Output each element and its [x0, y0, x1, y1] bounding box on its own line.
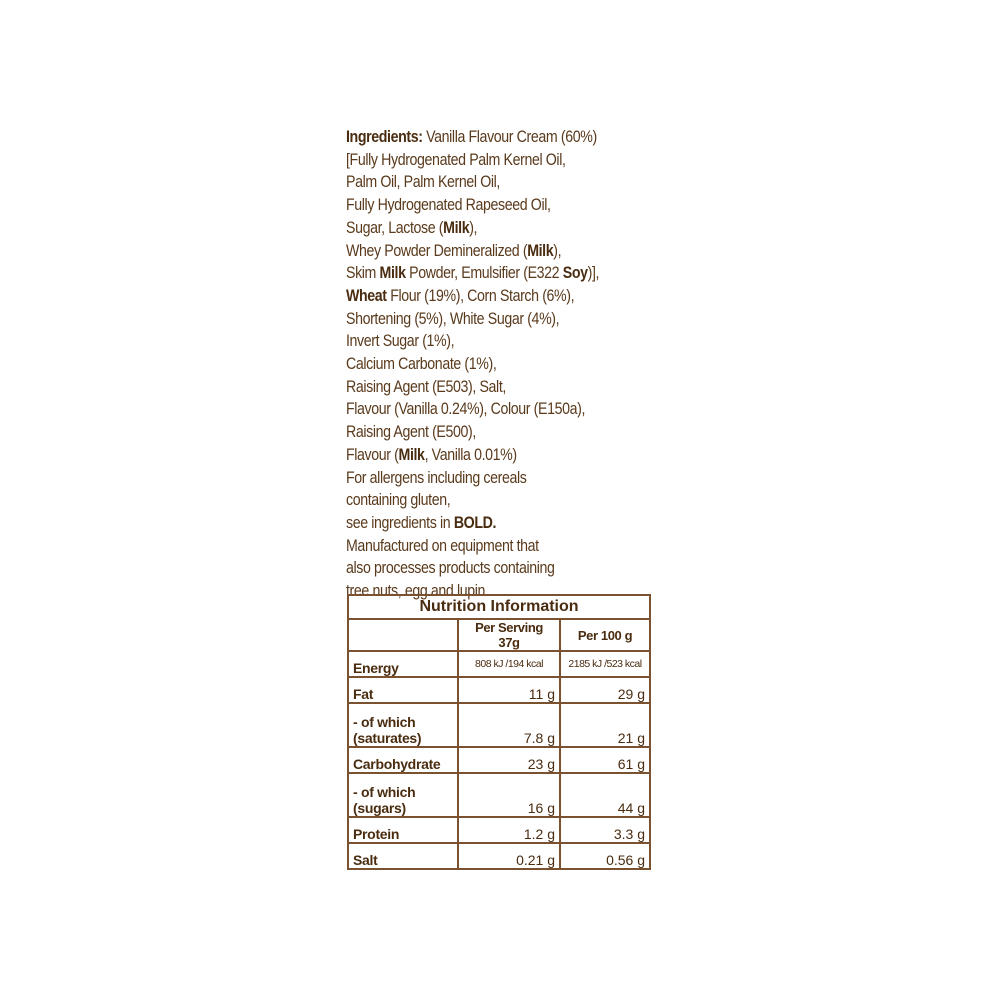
table-row [348, 843, 650, 869]
table-row [348, 773, 650, 817]
row-label: Carbohydrate [348, 747, 458, 773]
ingredients-line [346, 126, 630, 149]
header-per-100g: Per 100 g [560, 619, 650, 651]
allergen-milk: Milk [527, 241, 554, 260]
ingredients-line: Invert Sugar (1%), [346, 332, 455, 351]
row-label: Protein [348, 817, 458, 843]
row-label: Fat [348, 677, 458, 703]
table-row [348, 817, 650, 843]
ingredients-text: Vanilla Flavour Cream (60%) [422, 128, 597, 146]
ingredients-line: [Fully Hydrogenated Palm Kernel Oil, [346, 150, 566, 169]
row-label [348, 703, 458, 747]
ingredients-line: Raising Agent (E500), [346, 423, 476, 442]
row-label: Energy [348, 651, 458, 677]
row-label: Salt [348, 843, 458, 869]
nutrition-table [347, 594, 651, 870]
value-per-serving: 16 g [458, 773, 560, 817]
row-label-line: (saturates) [353, 730, 422, 746]
header-blank [348, 619, 458, 651]
ingredients-line: Flavour (Vanilla 0.24%), Colour (E150a), [346, 400, 586, 419]
value-per-serving: 7.8 g [458, 703, 560, 747]
value-per-serving: 1.2 g [458, 817, 560, 843]
manufacture-note-line: also processes products containing [346, 559, 555, 578]
table-row [348, 703, 650, 747]
allergen-wheat: Wheat [346, 286, 387, 305]
value-per-serving: 23 g [458, 747, 560, 773]
ingredients-text: Whey Powder Demineralized ( [346, 241, 528, 260]
allergen-note-line: For allergens including cereals [346, 468, 527, 487]
row-label-line: (sugars) [353, 800, 406, 816]
ingredients-text: ), [469, 218, 478, 237]
ingredients-label: Ingredients: [346, 128, 423, 146]
value-per-100g: 2185 kJ /523 kcal [560, 651, 650, 677]
value-per-100g: 21 g [560, 703, 650, 747]
ingredients-line: Fully Hydrogenated Rapeseed Oil, [346, 196, 551, 215]
header-per-serving: Per Serving 37g [458, 619, 560, 651]
ingredients-line [346, 240, 630, 263]
ingredients-line [346, 444, 630, 467]
ingredients-text: Flavour ( [346, 445, 399, 464]
bold-word: BOLD. [453, 513, 497, 532]
row-label [348, 773, 458, 817]
ingredients-text: Sugar, Lactose ( [346, 218, 444, 237]
value-per-100g: 44 g [560, 773, 650, 817]
allergen-note-line [346, 512, 630, 535]
ingredients-line [346, 217, 630, 240]
value-per-100g: 29 g [560, 677, 650, 703]
allergen-note-text: see ingredients in [346, 513, 454, 532]
allergen-soy: Soy [562, 264, 588, 283]
table-row [348, 747, 650, 773]
value-per-serving: 0.21 g [458, 843, 560, 869]
value-per-100g: 3.3 g [560, 817, 650, 843]
manufacture-note-line: tree nuts, egg and lupin. [346, 582, 489, 601]
ingredients-list [346, 126, 676, 603]
ingredients-line [346, 285, 630, 308]
allergen-milk: Milk [443, 218, 470, 237]
ingredients-text: , Vanilla 0.01%) [424, 445, 517, 464]
allergen-milk: Milk [379, 264, 406, 283]
ingredients-line: Palm Oil, Palm Kernel Oil, [346, 173, 500, 192]
row-label-line: - of which [353, 714, 416, 730]
table-row [348, 677, 650, 703]
ingredients-text: Skim [346, 264, 380, 283]
ingredients-text: Powder, Emulsifier (E322 [405, 264, 563, 283]
ingredients-text: )], [587, 264, 600, 283]
table-row [348, 651, 650, 677]
ingredients-line: Shortening (5%), White Sugar (4%), [346, 309, 560, 328]
allergen-note-line: containing gluten, [346, 491, 451, 510]
manufacture-note-line: Manufactured on equipment that [346, 536, 539, 555]
value-per-100g: 61 g [560, 747, 650, 773]
row-label-line: - of which [353, 784, 416, 800]
ingredients-line: Raising Agent (E503), Salt, [346, 377, 506, 396]
allergen-milk: Milk [398, 445, 425, 464]
value-per-100g: 0.56 g [560, 843, 650, 869]
ingredients-line [346, 262, 630, 285]
value-per-serving: 808 kJ /194 kcal [458, 651, 560, 677]
ingredients-text: Flour (19%), Corn Starch (6%), [386, 286, 575, 305]
nutrition-title: Nutrition Information [348, 595, 650, 619]
ingredients-line: Calcium Carbonate (1%), [346, 355, 497, 374]
value-per-serving: 11 g [458, 677, 560, 703]
ingredients-text: ), [553, 241, 562, 260]
